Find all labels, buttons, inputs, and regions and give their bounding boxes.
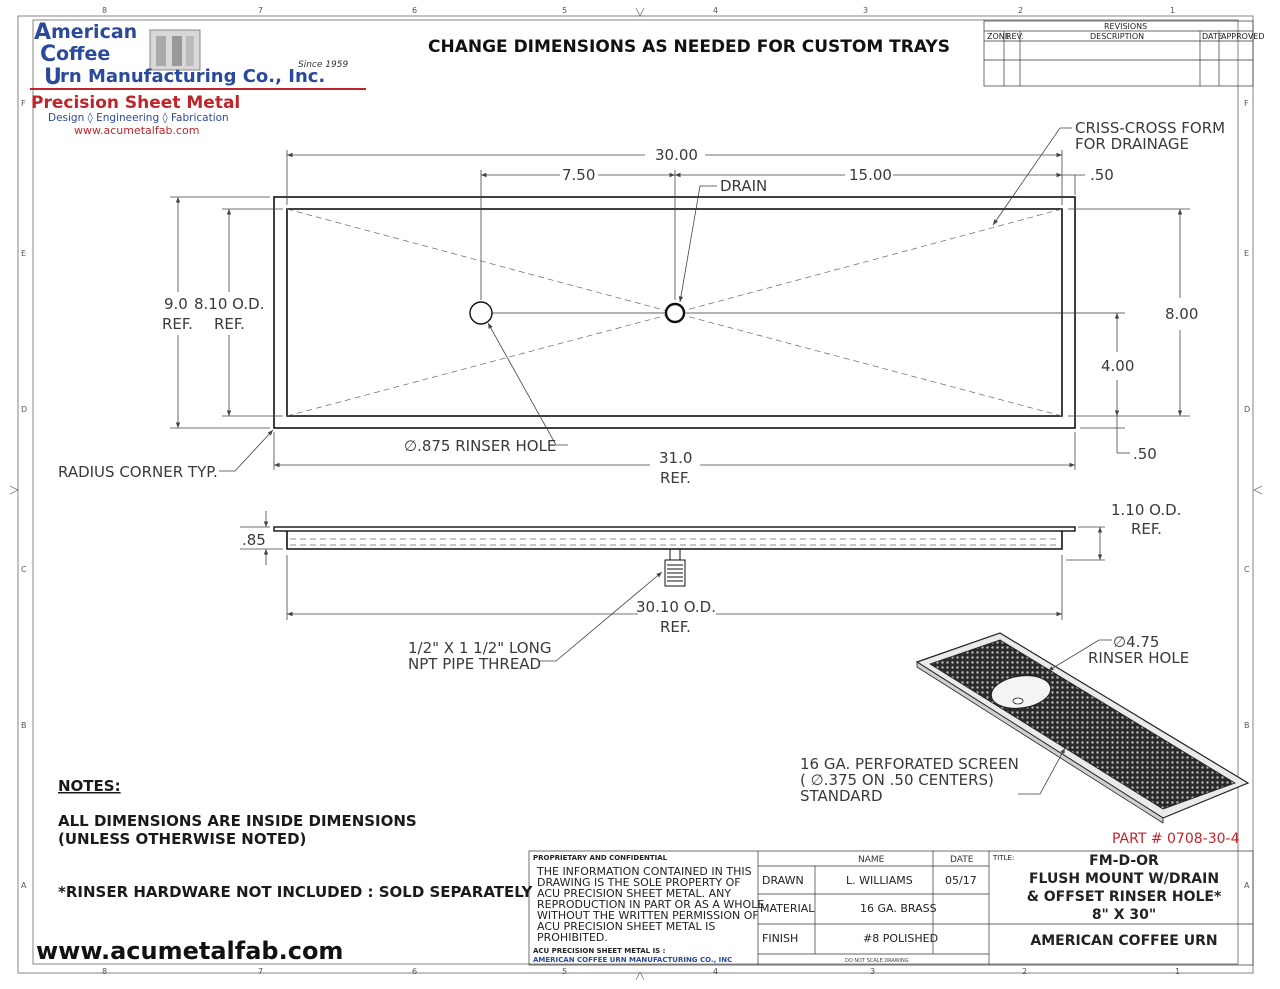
- logo-since: Since 1959: [298, 60, 349, 70]
- zone-label: 5: [562, 967, 568, 976]
- dim-height-od: 8.10 O.D.: [194, 295, 265, 313]
- dim-side-height: 1.10 O.D.: [1111, 501, 1182, 519]
- rinser-hole-circle: [470, 302, 492, 324]
- drain-circle: [666, 304, 684, 322]
- zone-label: D: [21, 405, 28, 414]
- side-well: [287, 531, 1062, 549]
- zone-label: 1: [1175, 967, 1181, 976]
- dim-right-margin: .50: [1090, 166, 1114, 184]
- proprietary-text: THE INFORMATION CONTAINED IN THIS: [537, 865, 752, 878]
- zone-label: 2: [1018, 6, 1024, 15]
- dim-ref-label: REF.: [162, 315, 193, 333]
- part-number: PART # 0708-30-4: [1112, 831, 1240, 847]
- zone-label: B: [1244, 721, 1250, 730]
- logo-letter: A: [34, 20, 52, 45]
- finish-value: #8 POLISHED: [863, 932, 939, 945]
- logo-url[interactable]: www.acumetalfab.com: [74, 124, 200, 137]
- zone-label: 5: [562, 6, 568, 15]
- revisions-title: REVISIONS: [1104, 22, 1148, 31]
- revisions-header: DATE: [1202, 32, 1223, 41]
- npt-fitting: [665, 549, 685, 586]
- dim-side-depth: .85: [242, 531, 266, 549]
- col-name: NAME: [858, 855, 885, 865]
- title-label: TITLE:: [993, 854, 1015, 862]
- proprietary-text: DRAWING IS THE SOLE PROPERTY OF: [537, 876, 741, 889]
- dim-bottom-margin: .50: [1133, 445, 1157, 463]
- criss-cross-callout: FOR DRAINAGE: [1075, 135, 1189, 153]
- dim-ref-label: REF.: [660, 618, 691, 636]
- revisions-table: [984, 21, 1265, 86]
- zone-label: F: [21, 99, 26, 108]
- zone-label: 6: [412, 6, 418, 15]
- zone-label: 4: [713, 967, 719, 976]
- zone-label: F: [1244, 99, 1249, 108]
- revisions-header: REV.: [1006, 32, 1024, 41]
- dim-ref-label: REF.: [1131, 520, 1162, 538]
- zone-label: 4: [713, 6, 719, 15]
- logo-word: rn Manufacturing Co., Inc.: [60, 66, 326, 87]
- drawing-title: & OFFSET RINSER HOLE*: [1026, 889, 1222, 905]
- urn-icon: [150, 30, 200, 70]
- dim-height-ref: 9.0: [164, 295, 188, 313]
- pipe-thread-callout: NPT PIPE THREAD: [408, 655, 542, 673]
- logo-letter: C: [40, 42, 57, 67]
- drainage-form-line: [287, 313, 675, 416]
- title-block: [529, 851, 1253, 965]
- note-line: *RINSER HARDWARE NOT INCLUDED : SOLD SEPARATELY: [58, 883, 533, 901]
- logo-banner: Precision Sheet Metal: [31, 93, 241, 113]
- company-logo: [30, 20, 366, 137]
- logo-services: Design ◊ Engineering ◊ Fabrication: [48, 112, 229, 124]
- logo-word: merican: [51, 21, 138, 43]
- zone-label: 8: [102, 967, 108, 976]
- dim-outer-length: 31.0: [659, 449, 693, 467]
- zone-label: A: [21, 881, 27, 890]
- drawing-title: 8" X 30": [1091, 907, 1157, 923]
- note-line: ALL DIMENSIONS ARE INSIDE DIMENSIONS: [58, 812, 417, 830]
- drawn-name: L. WILLIAMS: [846, 874, 913, 887]
- dim-inner-height: 8.00: [1165, 305, 1199, 323]
- iso-rinser-callout: RINSER HOLE: [1088, 649, 1190, 667]
- note-line: (UNLESS OTHERWISE NOTED): [58, 830, 307, 848]
- zone-label: 3: [870, 967, 876, 976]
- material-value: 16 GA. BRASS: [860, 902, 937, 915]
- zone-label: 1: [1170, 6, 1176, 15]
- revisions-header: APPROVED: [1221, 32, 1265, 41]
- finish-label: FINISH: [762, 932, 799, 945]
- drawing-title: FLUSH MOUNT W/DRAIN: [1028, 871, 1220, 887]
- iso-rinser-callout: ∅4.75: [1113, 633, 1160, 651]
- side-view: [274, 527, 1075, 586]
- zone-label: 7: [258, 967, 264, 976]
- proprietary-text: ACU PRECISION SHEET METAL. ANY: [537, 887, 732, 900]
- drainage-form-line: [675, 313, 1062, 416]
- zone-label: 7: [258, 6, 264, 15]
- zone-label: C: [1244, 565, 1250, 574]
- dim-rinser-offset: 7.50: [562, 166, 596, 184]
- dim-ref-label: REF.: [660, 469, 691, 487]
- company-name: AMERICAN COFFEE URN: [1030, 933, 1218, 949]
- logo-word: offee: [56, 43, 111, 65]
- zone-label: E: [21, 249, 27, 258]
- drawing-title: FM-D-OR: [1089, 853, 1159, 869]
- top-view: [274, 197, 1125, 428]
- zone-label: 2: [1022, 967, 1028, 976]
- no-scale-note: DO NOT SCALE DRAWING: [845, 958, 909, 964]
- proprietary-text: WITHOUT THE WRITTEN PERMISSION OF: [537, 909, 759, 922]
- dim-bottom-length: 30.10 O.D.: [636, 598, 716, 616]
- dim-drain-offset: 15.00: [849, 166, 892, 184]
- zone-label: E: [1244, 249, 1250, 258]
- notes-heading: NOTES:: [58, 777, 121, 795]
- revisions-header: DESCRIPTION: [1090, 32, 1145, 41]
- proprietary-text: PROHIBITED.: [537, 931, 608, 944]
- zone-label: B: [21, 721, 27, 730]
- material-label: MATERIAL: [760, 902, 815, 915]
- dim-ref-label: REF.: [214, 315, 245, 333]
- proprietary-text: ACU PRECISION SHEET METAL IS: [537, 920, 716, 933]
- col-date: DATE: [950, 855, 974, 865]
- isometric-view: [800, 633, 1248, 823]
- proprietary-text: REPRODUCTION IN PART OR AS A WHOLE: [537, 898, 765, 911]
- zone-label: A: [1244, 881, 1250, 890]
- company-line: AMERICAN COFFEE URN MANUFACTURING CO., INC: [533, 956, 733, 964]
- acu-line: ACU PRECISION SHEET METAL IS :: [533, 947, 666, 955]
- website-link[interactable]: www.acumetalfab.com: [36, 937, 344, 965]
- pipe-thread-callout: 1/2" X 1 1/2" LONG: [408, 639, 552, 657]
- proprietary-heading: PROPRIETARY AND CONFIDENTIAL: [533, 854, 668, 862]
- notes-section: [58, 777, 533, 901]
- side-flange: [274, 527, 1075, 531]
- drain-callout: DRAIN: [720, 177, 768, 195]
- zone-label: 3: [863, 6, 869, 15]
- logo-letter: U: [44, 65, 62, 90]
- zone-label: 6: [412, 967, 418, 976]
- dim-center-height: 4.00: [1101, 357, 1135, 375]
- zone-label: 8: [102, 6, 108, 15]
- drainage-form-line: [675, 209, 1062, 313]
- zone-row-labels: [21, 99, 1250, 890]
- drawn-date: 05/17: [945, 874, 977, 887]
- criss-cross-callout: CRISS-CROSS FORM: [1075, 119, 1226, 137]
- revisions-header: ZONE: [987, 32, 1010, 41]
- screen-callout: 16 GA. PERFORATED SCREEN: [800, 755, 1019, 773]
- header-title: CHANGE DIMENSIONS AS NEEDED FOR CUSTOM TRAYS: [428, 37, 950, 57]
- drawn-label: DRAWN: [762, 874, 804, 887]
- screen-callout: ( ∅.375 ON .50 CENTERS): [800, 771, 994, 789]
- radius-corner-callout: RADIUS CORNER TYP.: [58, 463, 218, 481]
- zone-label: D: [1244, 405, 1251, 414]
- dim-overall-length: 30.00: [655, 146, 698, 164]
- screen-callout: STANDARD: [800, 787, 883, 805]
- zone-label: C: [21, 565, 27, 574]
- rinser-hole-callout: ∅.875 RINSER HOLE: [404, 437, 557, 455]
